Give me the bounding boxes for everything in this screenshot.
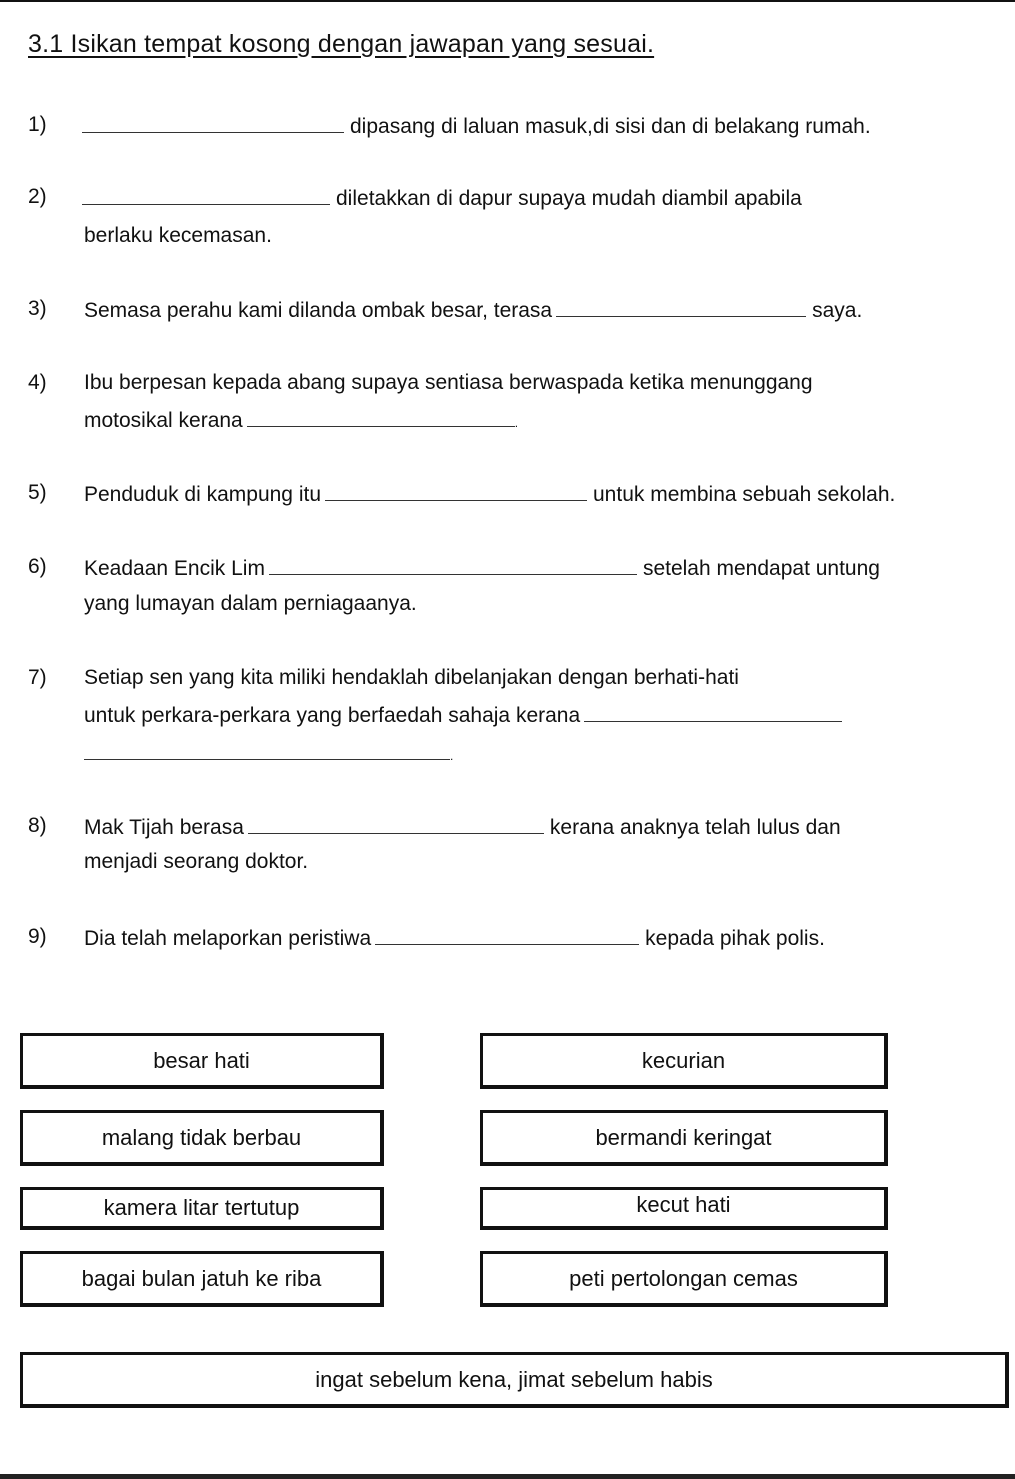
question-number: 5)	[28, 481, 47, 504]
question-text: Penduduk di kampung itu	[84, 483, 321, 506]
answer-box[interactable]: kecut hati	[480, 1187, 888, 1230]
question-number: 2)	[28, 185, 47, 208]
answer-box[interactable]: malang tidak berbau	[20, 1110, 384, 1166]
question-number: 1)	[28, 113, 47, 136]
question-text: motosikal kerana	[84, 409, 243, 432]
answer-blank[interactable]	[248, 813, 544, 834]
question-text: diletakkan di dapur supaya mudah diambil apabila	[336, 187, 802, 210]
question-number: 4)	[28, 371, 47, 394]
question-text: kepada pihak polis.	[645, 927, 825, 950]
question-5	[84, 480, 895, 508]
question-text: setelah mendapat untung	[642, 557, 880, 580]
question-text: Ibu berpesan kepada abang supaya sentiasa berwaspada ketika menunggang	[84, 371, 813, 394]
answer-blank[interactable]	[325, 480, 587, 501]
question-2	[82, 184, 802, 212]
question-1	[82, 112, 871, 140]
question-text: untuk perkara-perkara yang berfaedah sahaja kerana	[84, 704, 581, 727]
question-text: .	[450, 749, 454, 763]
question-4	[84, 406, 518, 436]
question-text: Semasa perahu kami dilanda ombak besar, terasa	[84, 299, 553, 322]
question-number: 6)	[28, 555, 47, 578]
answer-blank[interactable]	[247, 406, 515, 427]
question-7-continued	[84, 739, 453, 769]
answer-box[interactable]: kamera litar tertutup	[20, 1187, 384, 1230]
question-text: berlaku kecemasan.	[84, 224, 272, 247]
question-9	[84, 924, 825, 952]
question-text: Setiap sen yang kita miliki hendaklah dibelanjakan dengan berhati-hati	[84, 666, 739, 689]
worksheet-title: 3.1 Isikan tempat kosong dengan jawapan yang sesuai.	[28, 30, 655, 58]
question-3	[84, 296, 862, 324]
answer-blank[interactable]	[84, 739, 450, 760]
answer-box[interactable]: ingat sebelum kena, jimat sebelum habis	[20, 1352, 1009, 1408]
question-text: Dia telah melaporkan peristiwa	[84, 927, 372, 950]
answer-box[interactable]: kecurian	[480, 1033, 888, 1089]
bottom-border	[0, 1474, 1015, 1479]
question-text: untuk membina sebuah sekolah.	[593, 483, 896, 506]
question-text: menjadi seorang doktor.	[84, 850, 309, 873]
answer-box[interactable]: bermandi keringat	[480, 1110, 888, 1166]
answer-blank[interactable]	[82, 184, 330, 205]
question-7	[84, 701, 848, 729]
question-text: saya.	[812, 299, 863, 322]
question-text: .	[514, 416, 519, 430]
answer-blank[interactable]	[375, 924, 639, 945]
question-number: 7)	[28, 666, 47, 689]
question-8	[84, 813, 841, 841]
question-text: kerana anaknya telah lulus dan	[549, 816, 841, 839]
answer-blank[interactable]	[269, 554, 637, 575]
top-border	[0, 0, 1015, 2]
question-number: 3)	[28, 297, 47, 320]
answer-box[interactable]: bagai bulan jatuh ke riba	[20, 1251, 384, 1307]
question-text: Keadaan Encik Lim	[84, 557, 265, 580]
question-text: Mak Tijah berasa	[84, 816, 244, 839]
question-text: yang lumayan dalam perniagaanya.	[84, 592, 417, 615]
answer-blank[interactable]	[584, 701, 842, 722]
question-6	[84, 554, 880, 582]
question-number: 9)	[28, 925, 47, 948]
answer-blank[interactable]	[82, 112, 344, 133]
answer-blank[interactable]	[556, 296, 806, 317]
question-number: 8)	[28, 814, 47, 837]
answer-box[interactable]: peti pertolongan cemas	[480, 1251, 888, 1307]
answer-box[interactable]: besar hati	[20, 1033, 384, 1089]
question-text: dipasang di laluan masuk,di sisi dan di belakang rumah.	[350, 115, 871, 138]
